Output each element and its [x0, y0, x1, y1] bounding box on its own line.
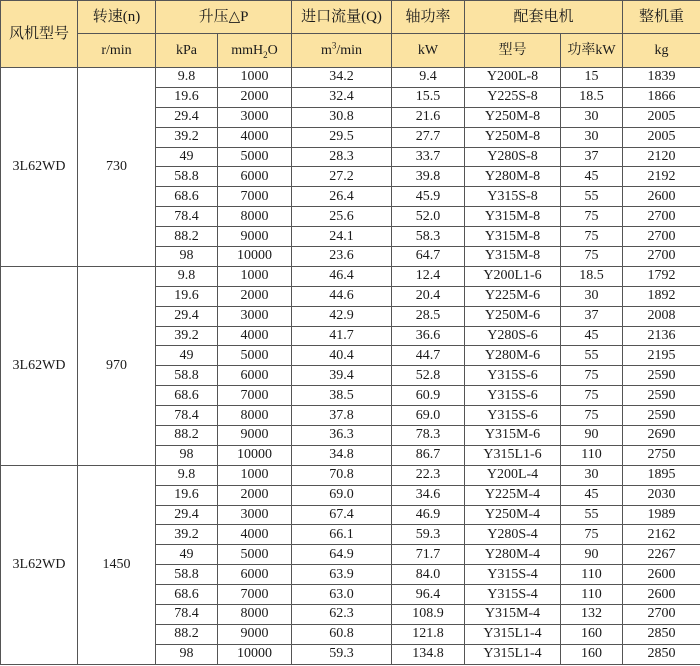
cell-shaft-power: 121.8	[392, 624, 465, 644]
cell-kpa: 78.4	[156, 605, 218, 625]
cell-weight: 2136	[623, 326, 700, 346]
cell-weight: 2590	[623, 386, 700, 406]
table-header	[1, 1, 700, 68]
header-mmh2o-text: mmH	[231, 42, 264, 58]
cell-mmh2o: 7000	[218, 187, 292, 207]
cell-shaft-power: 21.6	[392, 107, 465, 127]
cell-weight: 2005	[623, 107, 700, 127]
cell-weight: 1866	[623, 87, 700, 107]
cell-motor-type: Y315L1-6	[465, 445, 561, 465]
cell-motor-type: Y315M-8	[465, 207, 561, 227]
cell-flow: 40.4	[292, 346, 392, 366]
cell-shaft-power: 45.9	[392, 187, 465, 207]
cell-kpa: 49	[156, 545, 218, 565]
cell-weight: 2690	[623, 426, 700, 446]
cell-weight: 2850	[623, 624, 700, 644]
cell-weight: 2162	[623, 525, 700, 545]
cell-motor-type: Y315S-4	[465, 565, 561, 585]
cell-flow: 59.3	[292, 644, 392, 664]
header-speed: 转速(n)	[78, 1, 156, 34]
cell-motor-power: 90	[561, 426, 623, 446]
cell-kpa: 98	[156, 644, 218, 664]
cell-mmh2o: 4000	[218, 525, 292, 545]
cell-motor-type: Y250M-8	[465, 107, 561, 127]
cell-mmh2o: 9000	[218, 426, 292, 446]
cell-motor-power: 15	[561, 68, 623, 88]
cell-mmh2o: 6000	[218, 167, 292, 187]
cell-motor-power: 75	[561, 406, 623, 426]
cell-motor-power: 30	[561, 286, 623, 306]
cell-flow: 42.9	[292, 306, 392, 326]
cell-speed: 970	[78, 266, 156, 465]
cell-weight: 2700	[623, 605, 700, 625]
cell-motor-type: Y280M-8	[465, 167, 561, 187]
cell-motor-power: 18.5	[561, 266, 623, 286]
cell-shaft-power: 20.4	[392, 286, 465, 306]
cell-weight: 2600	[623, 565, 700, 585]
cell-motor-power: 75	[561, 386, 623, 406]
cell-motor-power: 55	[561, 346, 623, 366]
cell-flow: 27.2	[292, 167, 392, 187]
cell-shaft-power: 15.5	[392, 87, 465, 107]
cell-motor-type: Y315S-4	[465, 585, 561, 605]
cell-flow: 64.9	[292, 545, 392, 565]
cell-shaft-power: 69.0	[392, 406, 465, 426]
cell-kpa: 88.2	[156, 426, 218, 446]
cell-weight: 1892	[623, 286, 700, 306]
cell-motor-type: Y225M-4	[465, 485, 561, 505]
cell-motor-power: 160	[561, 624, 623, 644]
cell-mmh2o: 1000	[218, 68, 292, 88]
cell-motor-power: 132	[561, 605, 623, 625]
header-flow-unit-sup: 3	[331, 39, 337, 50]
cell-kpa: 68.6	[156, 187, 218, 207]
cell-kpa: 58.8	[156, 167, 218, 187]
cell-mmh2o: 3000	[218, 107, 292, 127]
cell-motor-type: Y315S-6	[465, 366, 561, 386]
cell-motor-power: 30	[561, 465, 623, 485]
cell-shaft-power: 60.9	[392, 386, 465, 406]
cell-flow: 66.1	[292, 525, 392, 545]
cell-mmh2o: 4000	[218, 127, 292, 147]
cell-mmh2o: 3000	[218, 306, 292, 326]
cell-motor-type: Y250M-8	[465, 127, 561, 147]
cell-shaft-power: 71.7	[392, 545, 465, 565]
cell-kpa: 9.8	[156, 465, 218, 485]
cell-flow: 67.4	[292, 505, 392, 525]
cell-flow: 69.0	[292, 485, 392, 505]
cell-motor-power: 55	[561, 505, 623, 525]
cell-shaft-power: 134.8	[392, 644, 465, 664]
cell-flow: 46.4	[292, 266, 392, 286]
header-motor-power: 功率kW	[561, 34, 623, 68]
cell-kpa: 19.6	[156, 87, 218, 107]
cell-weight: 2700	[623, 227, 700, 247]
cell-shaft-power: 33.7	[392, 147, 465, 167]
cell-motor-type: Y200L1-6	[465, 266, 561, 286]
cell-motor-power: 75	[561, 207, 623, 227]
cell-flow: 38.5	[292, 386, 392, 406]
cell-weight: 2195	[623, 346, 700, 366]
cell-flow: 34.8	[292, 445, 392, 465]
cell-mmh2o: 5000	[218, 545, 292, 565]
table-row	[1, 68, 700, 88]
cell-weight: 2850	[623, 644, 700, 664]
cell-shaft-power: 64.7	[392, 247, 465, 267]
cell-flow: 30.8	[292, 107, 392, 127]
cell-kpa: 9.8	[156, 266, 218, 286]
cell-motor-type: Y250M-4	[465, 505, 561, 525]
header-flow: 进口流量(Q)	[292, 1, 392, 34]
cell-mmh2o: 1000	[218, 465, 292, 485]
cell-shaft-power: 46.9	[392, 505, 465, 525]
cell-mmh2o: 10000	[218, 445, 292, 465]
cell-motor-type: Y280S-6	[465, 326, 561, 346]
cell-flow: 62.3	[292, 605, 392, 625]
header-mmh2o	[218, 34, 292, 68]
cell-kpa: 19.6	[156, 286, 218, 306]
cell-weight: 2008	[623, 306, 700, 326]
cell-weight: 2267	[623, 545, 700, 565]
cell-weight: 2600	[623, 585, 700, 605]
cell-kpa: 29.4	[156, 306, 218, 326]
cell-motor-type: Y200L-4	[465, 465, 561, 485]
cell-mmh2o: 8000	[218, 406, 292, 426]
cell-kpa: 9.8	[156, 68, 218, 88]
cell-motor-power: 110	[561, 565, 623, 585]
cell-motor-type: Y280S-4	[465, 525, 561, 545]
cell-mmh2o: 10000	[218, 247, 292, 267]
cell-kpa: 88.2	[156, 624, 218, 644]
header-mmh2o-tail: O	[267, 42, 278, 58]
cell-kpa: 78.4	[156, 406, 218, 426]
cell-weight: 2590	[623, 366, 700, 386]
cell-shaft-power: 28.5	[392, 306, 465, 326]
cell-flow: 28.3	[292, 147, 392, 167]
cell-motor-type: Y315M-6	[465, 426, 561, 446]
cell-flow: 63.9	[292, 565, 392, 585]
cell-kpa: 98	[156, 247, 218, 267]
cell-motor-type: Y315M-8	[465, 247, 561, 267]
cell-fan-model: 3L62WD	[1, 465, 78, 664]
header-motor-type: 型号	[465, 34, 561, 68]
cell-flow: 25.6	[292, 207, 392, 227]
cell-kpa: 19.6	[156, 485, 218, 505]
cell-mmh2o: 10000	[218, 644, 292, 664]
cell-kpa: 39.2	[156, 525, 218, 545]
cell-flow: 60.8	[292, 624, 392, 644]
cell-shaft-power: 108.9	[392, 605, 465, 625]
cell-mmh2o: 7000	[218, 386, 292, 406]
cell-motor-power: 18.5	[561, 87, 623, 107]
cell-mmh2o: 1000	[218, 266, 292, 286]
cell-weight: 1895	[623, 465, 700, 485]
cell-flow: 23.6	[292, 247, 392, 267]
cell-shaft-power: 96.4	[392, 585, 465, 605]
cell-motor-type: Y225S-8	[465, 87, 561, 107]
cell-mmh2o: 2000	[218, 87, 292, 107]
cell-motor-type: Y315S-6	[465, 386, 561, 406]
cell-weight: 2700	[623, 207, 700, 227]
cell-shaft-power: 27.7	[392, 127, 465, 147]
cell-motor-type: Y315L1-4	[465, 624, 561, 644]
table-row	[1, 266, 700, 286]
header-model: 风机型号	[1, 1, 78, 68]
cell-kpa: 29.4	[156, 505, 218, 525]
cell-motor-type: Y315L1-4	[465, 644, 561, 664]
cell-shaft-power: 59.3	[392, 525, 465, 545]
cell-fan-model: 3L62WD	[1, 266, 78, 465]
header-weight-unit: kg	[623, 34, 700, 68]
cell-motor-power: 37	[561, 306, 623, 326]
cell-motor-power: 30	[561, 107, 623, 127]
cell-motor-power: 37	[561, 147, 623, 167]
cell-weight: 1839	[623, 68, 700, 88]
header-speed-unit: r/min	[78, 34, 156, 68]
cell-motor-power: 110	[561, 585, 623, 605]
cell-kpa: 78.4	[156, 207, 218, 227]
cell-mmh2o: 4000	[218, 326, 292, 346]
cell-weight: 2750	[623, 445, 700, 465]
cell-motor-type: Y225M-6	[465, 286, 561, 306]
cell-flow: 32.4	[292, 87, 392, 107]
cell-flow: 63.0	[292, 585, 392, 605]
header-flow-unit-pre: m	[320, 42, 332, 58]
cell-kpa: 68.6	[156, 386, 218, 406]
cell-weight: 2120	[623, 147, 700, 167]
cell-motor-type: Y315S-6	[465, 406, 561, 426]
cell-flow: 34.2	[292, 68, 392, 88]
table-row	[1, 465, 700, 485]
cell-shaft-power: 22.3	[392, 465, 465, 485]
cell-motor-power: 75	[561, 247, 623, 267]
cell-mmh2o: 3000	[218, 505, 292, 525]
cell-mmh2o: 9000	[218, 624, 292, 644]
cell-motor-power: 45	[561, 326, 623, 346]
cell-motor-power: 55	[561, 187, 623, 207]
cell-shaft-power: 52.8	[392, 366, 465, 386]
cell-motor-power: 75	[561, 525, 623, 545]
cell-kpa: 49	[156, 346, 218, 366]
cell-motor-power: 30	[561, 127, 623, 147]
cell-shaft-power: 84.0	[392, 565, 465, 585]
cell-kpa: 29.4	[156, 107, 218, 127]
cell-mmh2o: 8000	[218, 605, 292, 625]
cell-mmh2o: 8000	[218, 207, 292, 227]
cell-flow: 70.8	[292, 465, 392, 485]
cell-shaft-power: 36.6	[392, 326, 465, 346]
cell-flow: 24.1	[292, 227, 392, 247]
cell-speed: 730	[78, 68, 156, 267]
cell-speed: 1450	[78, 465, 156, 664]
cell-mmh2o: 6000	[218, 366, 292, 386]
cell-shaft-power: 39.8	[392, 167, 465, 187]
cell-shaft-power: 52.0	[392, 207, 465, 227]
cell-weight: 2030	[623, 485, 700, 505]
cell-motor-power: 90	[561, 545, 623, 565]
cell-shaft-power: 58.3	[392, 227, 465, 247]
table-body	[1, 68, 700, 665]
cell-mmh2o: 7000	[218, 585, 292, 605]
cell-kpa: 49	[156, 147, 218, 167]
cell-flow: 36.3	[292, 426, 392, 446]
cell-weight: 2600	[623, 187, 700, 207]
cell-motor-type: Y250M-6	[465, 306, 561, 326]
header-mmh2o-sub: 2	[263, 49, 268, 60]
cell-shaft-power: 12.4	[392, 266, 465, 286]
cell-weight: 2005	[623, 127, 700, 147]
cell-mmh2o: 5000	[218, 147, 292, 167]
cell-motor-type: Y315S-8	[465, 187, 561, 207]
cell-mmh2o: 2000	[218, 485, 292, 505]
header-shaft-power: 轴功率	[392, 1, 465, 34]
cell-kpa: 68.6	[156, 585, 218, 605]
cell-kpa: 39.2	[156, 127, 218, 147]
cell-weight: 2590	[623, 406, 700, 426]
cell-mmh2o: 2000	[218, 286, 292, 306]
cell-motor-power: 45	[561, 485, 623, 505]
cell-motor-type: Y315M-8	[465, 227, 561, 247]
cell-weight: 2700	[623, 247, 700, 267]
cell-kpa: 88.2	[156, 227, 218, 247]
cell-weight: 1792	[623, 266, 700, 286]
cell-motor-power: 110	[561, 445, 623, 465]
cell-motor-type: Y280S-8	[465, 147, 561, 167]
cell-kpa: 58.8	[156, 565, 218, 585]
cell-flow: 39.4	[292, 366, 392, 386]
cell-flow: 37.8	[292, 406, 392, 426]
cell-motor-type: Y280M-6	[465, 346, 561, 366]
cell-weight: 1989	[623, 505, 700, 525]
cell-motor-power: 75	[561, 366, 623, 386]
cell-mmh2o: 5000	[218, 346, 292, 366]
cell-shaft-power: 9.4	[392, 68, 465, 88]
cell-shaft-power: 44.7	[392, 346, 465, 366]
cell-shaft-power: 78.3	[392, 426, 465, 446]
cell-flow: 26.4	[292, 187, 392, 207]
cell-flow: 41.7	[292, 326, 392, 346]
cell-motor-type: Y200L-8	[465, 68, 561, 88]
cell-mmh2o: 9000	[218, 227, 292, 247]
header-shaft-power-unit: kW	[392, 34, 465, 68]
cell-weight: 2192	[623, 167, 700, 187]
cell-motor-type: Y315M-4	[465, 605, 561, 625]
header-weight: 整机重	[623, 1, 700, 34]
header-pressure: 升压△P	[156, 1, 292, 34]
cell-mmh2o: 6000	[218, 565, 292, 585]
cell-shaft-power: 34.6	[392, 485, 465, 505]
cell-flow: 44.6	[292, 286, 392, 306]
cell-motor-type: Y280M-4	[465, 545, 561, 565]
cell-flow: 29.5	[292, 127, 392, 147]
cell-motor-power: 160	[561, 644, 623, 664]
cell-kpa: 58.8	[156, 366, 218, 386]
cell-kpa: 39.2	[156, 326, 218, 346]
header-kpa: kPa	[156, 34, 218, 68]
header-motor: 配套电机	[465, 1, 623, 34]
header-flow-unit	[292, 34, 392, 68]
cell-motor-power: 45	[561, 167, 623, 187]
cell-motor-power: 75	[561, 227, 623, 247]
header-flow-unit-post: /min	[336, 42, 363, 58]
cell-fan-model: 3L62WD	[1, 68, 78, 267]
cell-kpa: 98	[156, 445, 218, 465]
cell-shaft-power: 86.7	[392, 445, 465, 465]
